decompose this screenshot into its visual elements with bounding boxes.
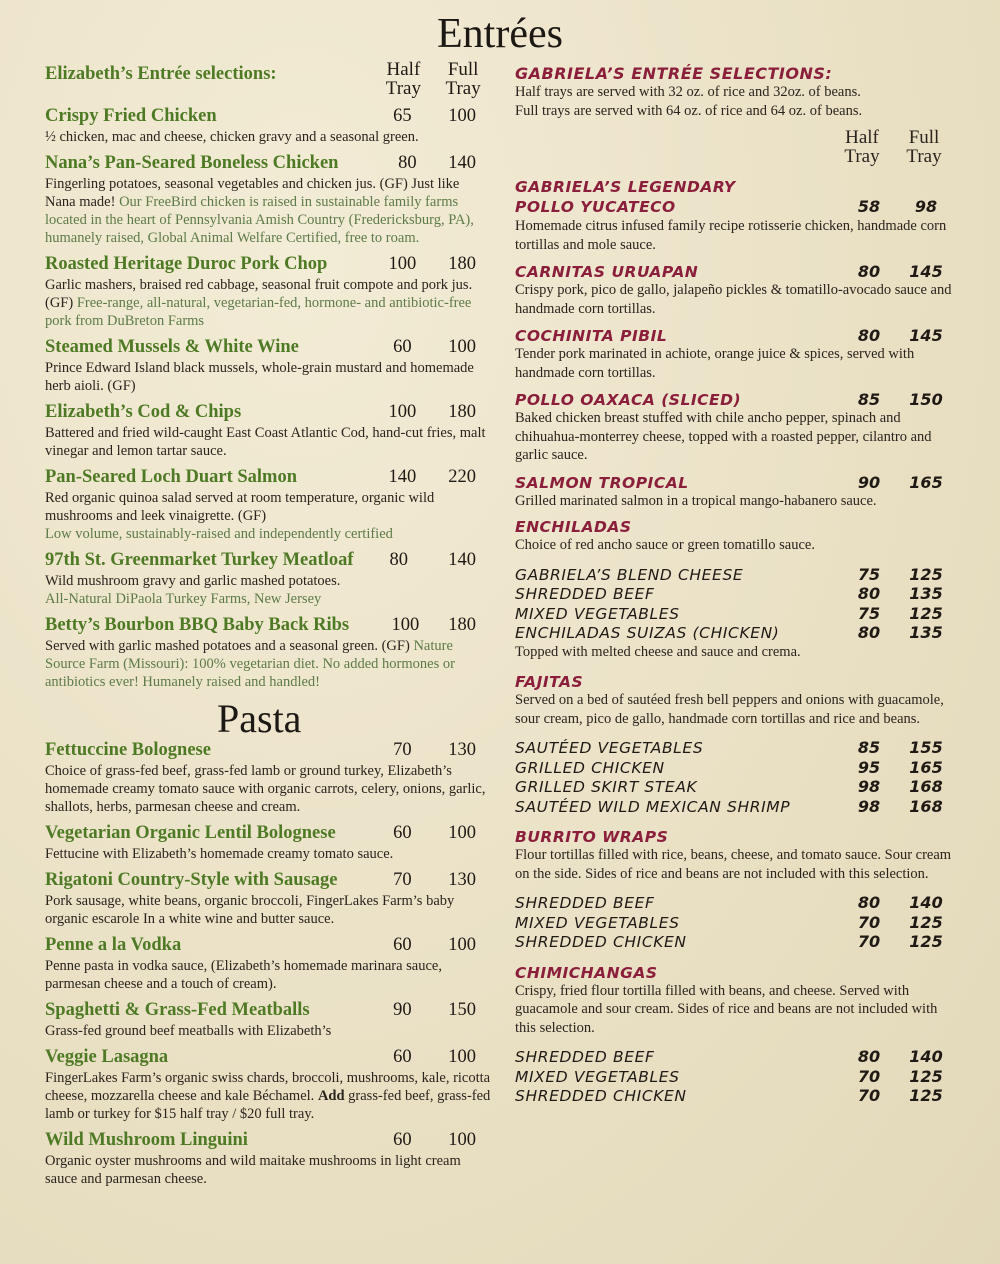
full-price: 180	[448, 615, 476, 635]
gabriela-heading: GABRIELA’S ENTRÉE SELECTIONS:	[515, 64, 833, 83]
item-description: Penne pasta in vodka sauce, (Elizabeth’s homemade marinara sauce, parmesan cheese and a touch of cream).	[45, 958, 442, 992]
half-price: 80	[857, 623, 881, 642]
half-price: 80	[857, 262, 881, 281]
full-price: 100	[448, 106, 477, 126]
item-name: COCHINITA PIBIL	[515, 327, 668, 345]
full-price: 140	[909, 893, 943, 912]
item-description: Organic oyster mushrooms and wild maitake mushrooms in light cream sauce and parmesan cheese.	[45, 1153, 461, 1187]
item-description: Crispy pork, pico de gallo, jalapeño pickles & tomatillo-avocado sauce and handmade corn tortillas.	[515, 282, 952, 317]
item-note: Free-range, all-natural, vegetarian-fed, hormone- and antibiotic-free pork from DuBreton Farms	[45, 295, 472, 329]
list-item	[515, 1067, 955, 1087]
item-name: Wild Mushroom Linguini	[45, 1130, 248, 1150]
half-price: 80	[857, 893, 881, 912]
half-price: 80	[857, 1047, 881, 1066]
item-description: Tender pork marinated in achiote, orange juice & spices, served with handmade corn tortillas.	[515, 346, 915, 381]
item-name: Veggie Lasagna	[45, 1047, 169, 1067]
full-price: 125	[909, 1066, 943, 1086]
half-price: 80	[398, 153, 417, 173]
section-footnote: Topped with melted cheese and sauce and crema.	[515, 643, 801, 660]
full-price: 150	[909, 390, 943, 409]
full-price: 155	[909, 738, 943, 757]
menu-item	[45, 615, 493, 691]
fajitas-section	[515, 673, 955, 816]
full-price: 145	[909, 326, 943, 345]
menu-item	[45, 823, 493, 863]
full-price: 220	[448, 467, 477, 487]
full-price: 100	[448, 1130, 477, 1150]
item-description: Served with garlic mashed potatoes and a seasonal green. (GF)	[45, 638, 410, 654]
full-price: 140	[448, 550, 477, 570]
half-tray-label: Half Tray	[385, 59, 421, 99]
gabriela-intro-2: Full trays are served with 64 oz. of rice and 64 oz. of beans.	[515, 102, 863, 119]
fajitas-list	[515, 738, 955, 816]
half-price: 80	[857, 326, 881, 345]
section-description: Flour tortillas filled with rice, beans, cheese, and tomato sauce. Sour cream on the side. Sides of rice and beans are not included with this selection.	[515, 847, 952, 882]
full-price: 180	[448, 402, 477, 422]
full-price: 168	[909, 796, 943, 816]
option-name: ENCHILADAS SUIZAS (CHICKEN)	[515, 624, 780, 642]
item-description-extra: grass-fed beef, grass-fed lamb or turkey for $15 half tray / $20 full tray.	[45, 1088, 491, 1122]
item-name: Spaghetti & Grass-Fed Meatballs	[45, 1000, 310, 1020]
menu-item	[515, 178, 955, 254]
item-name: Steamed Mussels & White Wine	[45, 337, 299, 357]
option-name: SHREDDED BEEF	[515, 1048, 655, 1066]
item-name: SALMON TROPICAL	[515, 473, 689, 492]
list-item	[515, 604, 955, 624]
menu-item	[45, 337, 493, 395]
enchiladas-section	[515, 518, 955, 661]
option-name: GABRIELA’S BLEND CHEESE	[515, 565, 744, 584]
item-description: Grilled marinated salmon in a tropical mango-habanero sauce.	[515, 492, 877, 509]
chimichangas-section	[515, 964, 955, 1106]
list-item	[515, 797, 955, 817]
full-price: 150	[448, 1000, 477, 1020]
section-name: BURRITO WRAPS	[515, 828, 669, 846]
menu-item	[515, 473, 955, 511]
full-price: 165	[909, 757, 943, 777]
full-price: 125	[909, 603, 943, 623]
full-price: 125	[909, 564, 943, 584]
option-name: SHREDDED BEEF	[515, 585, 655, 603]
option-name: SHREDDED CHICKEN	[515, 1087, 687, 1105]
item-name: POLLO YUCATECO	[515, 198, 676, 216]
menu-item	[45, 870, 493, 928]
list-item	[515, 893, 955, 913]
full-price: 140	[448, 153, 476, 173]
full-price: 135	[909, 623, 943, 642]
half-price: 80	[389, 550, 408, 570]
item-description: Battered and fried wild-caught East Coast Atlantic Cod, hand-cut fries, malt vinegar and lemon tartar sauce.	[45, 425, 486, 459]
half-price: 58	[857, 197, 881, 216]
item-name: Crispy Fried Chicken	[45, 106, 217, 126]
option-name: SHREDDED CHICKEN	[515, 933, 687, 951]
item-name: POLLO OAXACA (SLICED)	[515, 391, 742, 409]
half-price: 70	[857, 912, 881, 932]
half-price: 100	[388, 254, 417, 274]
item-name: Vegetarian Organic Lentil Bolognese	[45, 823, 336, 843]
menu-item	[45, 254, 493, 330]
item-note: All-Natural DiPaola Turkey Farms, New Jersey	[45, 591, 322, 607]
gabriela-intro-1: Half trays are served with 32 oz. of rice and 32oz. of beans.	[515, 84, 861, 100]
item-name: Elizabeth’s Cod & Chips	[45, 402, 242, 422]
elizabeth-heading: Elizabeth’s Entrée selections:	[45, 64, 277, 84]
item-description: ½ chicken, mac and cheese, chicken gravy and a seasonal green.	[45, 129, 419, 145]
gabriela-price-header	[515, 128, 955, 172]
list-item	[515, 913, 955, 933]
half-price: 90	[393, 1000, 412, 1020]
full-price: 140	[909, 1047, 943, 1066]
elizabeth-column	[45, 60, 493, 1195]
section-name: CHIMICHANGAS	[515, 963, 658, 982]
item-name: CARNITAS URUAPAN	[515, 263, 699, 281]
half-price: 65	[393, 106, 412, 126]
page-title: Entrées	[437, 11, 563, 57]
half-price: 100	[391, 615, 420, 635]
add-label: Add	[317, 1088, 345, 1104]
full-price: 100	[448, 337, 477, 357]
option-name: MIXED VEGETABLES	[515, 1067, 680, 1086]
gabriela-column	[515, 64, 955, 1106]
option-name: SAUTÉED VEGETABLES	[515, 739, 704, 757]
full-price: 100	[448, 935, 477, 955]
item-description: Pork sausage, white beans, organic broccoli, FingerLakes Farm’s baby organic escarole In a white wine and butter sauce.	[45, 893, 455, 927]
full-tray-label: Full Tray	[445, 59, 481, 99]
full-price: 100	[448, 1047, 477, 1067]
item-name-line-1: GABRIELA’S LEGENDARY	[515, 178, 736, 196]
section-name: ENCHILADAS	[515, 518, 632, 536]
option-name: GRILLED SKIRT STEAK	[515, 778, 698, 796]
list-item	[515, 738, 955, 758]
item-name: Roasted Heritage Duroc Pork Chop	[45, 254, 328, 274]
half-price: 75	[857, 603, 881, 623]
option-name: GRILLED CHICKEN	[515, 758, 665, 777]
item-name: Betty’s Bourbon BBQ Baby Back Ribs	[45, 615, 350, 635]
list-item	[515, 1047, 955, 1067]
menu-item	[45, 106, 493, 146]
elizabeth-header	[45, 60, 493, 106]
menu-item	[45, 1130, 493, 1188]
half-price: 60	[393, 337, 412, 357]
full-tray-label: Full Tray	[906, 127, 942, 167]
half-price: 98	[857, 777, 881, 796]
option-name: SHREDDED BEEF	[515, 894, 655, 912]
full-price: 125	[909, 1086, 943, 1105]
half-price: 98	[857, 796, 881, 816]
full-price: 125	[909, 932, 943, 951]
list-item	[515, 1086, 955, 1106]
half-price: 85	[857, 738, 881, 757]
half-price: 100	[388, 402, 417, 422]
section-description: Choice of red ancho sauce or green tomatillo sauce.	[515, 537, 815, 553]
half-price: 70	[393, 740, 412, 760]
menu-item	[45, 935, 493, 993]
section-description: Served on a bed of sautéed fresh bell peppers and onions with guacamole, sour cream, pico de gallo, handmade corn tortillas and rice and beans.	[515, 692, 944, 727]
half-price: 85	[857, 390, 881, 409]
item-note: Low volume, sustainably-raised and independently certified	[45, 526, 393, 542]
item-name: Fettuccine Bolognese	[45, 740, 211, 760]
half-price: 70	[393, 870, 412, 890]
item-note: Our FreeBird chicken is raised in sustainable family farms located in the heart of Pennsylvania Amish Country (Fredericksburg, PA), humanely raised, Global Animal Welfare Certified, free to roam.	[45, 194, 474, 246]
option-name: MIXED VEGETABLES	[515, 913, 680, 932]
half-price: 60	[393, 1130, 412, 1150]
full-price: 165	[909, 472, 943, 492]
item-description: Grass-fed ground beef meatballs with Elizabeth’s	[45, 1023, 332, 1039]
pasta-title: Pasta	[217, 696, 302, 741]
half-price: 95	[857, 757, 881, 777]
list-item	[515, 623, 955, 643]
menu-item	[515, 326, 955, 382]
full-price: 100	[448, 823, 477, 843]
full-price: 145	[909, 262, 943, 281]
item-description: Fettucine with Elizabeth’s homemade creamy tomato sauce.	[45, 846, 394, 862]
item-description: Red organic quinoa salad served at room temperature, organic wild mushrooms and leek vinaigrette. (GF)	[45, 490, 435, 524]
menu-item	[45, 740, 493, 816]
full-price: 130	[448, 870, 477, 890]
item-description: Prince Edward Island black mussels, whole-grain mustard and homemade herb aioli. (GF)	[45, 360, 474, 394]
full-price: 135	[909, 584, 943, 603]
item-name: Rigatoni Country-Style with Sausage	[45, 870, 338, 890]
item-name: 97th St. Greenmarket Turkey Meatloaf	[45, 550, 354, 570]
full-price: 125	[909, 912, 943, 932]
list-item	[515, 932, 955, 952]
menu-item	[45, 153, 493, 247]
list-item	[515, 565, 955, 585]
menu-item	[45, 467, 493, 543]
half-price: 60	[393, 1047, 412, 1067]
item-description: FingerLakes Farm’s organic swiss chards, broccoli, mushrooms, kale, ricotta cheese, mozzarella cheese and kale Béchamel.	[45, 1070, 491, 1104]
full-price: 98	[914, 197, 938, 216]
item-description: Fingerling potatoes, seasonal vegetables and chicken jus. (GF) Just like Nana made!	[45, 176, 460, 210]
item-description: Wild mushroom gravy and garlic mashed potatoes.	[45, 573, 341, 589]
half-tray-label: Half Tray	[844, 127, 880, 167]
half-price: 60	[393, 935, 412, 955]
full-price: 168	[909, 777, 943, 796]
list-item	[515, 758, 955, 778]
section-description: Crispy, fried flour tortilla filled with beans, and cheese. Served with guacamole and sour cream. Sides of rice and beans are not included with this selection.	[515, 982, 938, 1036]
menu-item	[515, 390, 955, 465]
half-price: 80	[857, 584, 881, 603]
option-name: MIXED VEGETABLES	[515, 604, 680, 623]
list-item	[515, 777, 955, 797]
item-name: Pan-Seared Loch Duart Salmon	[45, 467, 297, 487]
half-price: 90	[857, 472, 881, 492]
item-description: Baked chicken breast stuffed with chile ancho pepper, spinach and chihuahua-monterrey cheese, topped with a roasted pepper, cilantro and garlic sauce.	[515, 410, 932, 463]
menu-item	[45, 550, 493, 608]
item-description: Choice of grass-fed beef, grass-fed lamb or ground turkey, Elizabeth’s homemade creamy tomato sauce with organic carrots, celery, onions, garlic, shallots, herbs, parmesan cheese and cream.	[45, 763, 486, 815]
full-price: 180	[448, 254, 477, 274]
burrito-section	[515, 828, 955, 952]
enchiladas-list	[515, 565, 955, 643]
chimichangas-list	[515, 1047, 955, 1106]
menu-item	[45, 402, 493, 460]
section-name: FAJITAS	[515, 673, 584, 691]
item-description: Homemade citrus infused family recipe rotisserie chicken, handmade corn tortillas and mole sauce.	[515, 218, 947, 253]
menu-item	[515, 262, 955, 318]
menu-item	[45, 1047, 493, 1123]
item-name: Nana’s Pan-Seared Boneless Chicken	[45, 153, 339, 173]
burrito-list	[515, 893, 955, 952]
item-description: Garlic mashers, braised red cabbage, seasonal fruit compote and pork jus. (GF)	[45, 277, 473, 311]
half-price: 60	[393, 823, 412, 843]
item-note: Nature Source Farm (Missouri): 100% vegetarian diet. No added hormones or antibiotics ever! Humanely raised and handled!	[45, 638, 455, 690]
full-price: 130	[448, 740, 477, 760]
list-item	[515, 584, 955, 604]
half-price: 70	[857, 932, 881, 951]
half-price: 70	[857, 1086, 881, 1105]
item-name: Penne a la Vodka	[45, 935, 182, 955]
option-name: SAUTÉED WILD MEXICAN SHRIMP	[515, 797, 791, 816]
menu-item	[45, 1000, 493, 1040]
half-price: 75	[857, 564, 881, 584]
half-price: 140	[388, 467, 417, 487]
half-price: 70	[857, 1066, 881, 1086]
